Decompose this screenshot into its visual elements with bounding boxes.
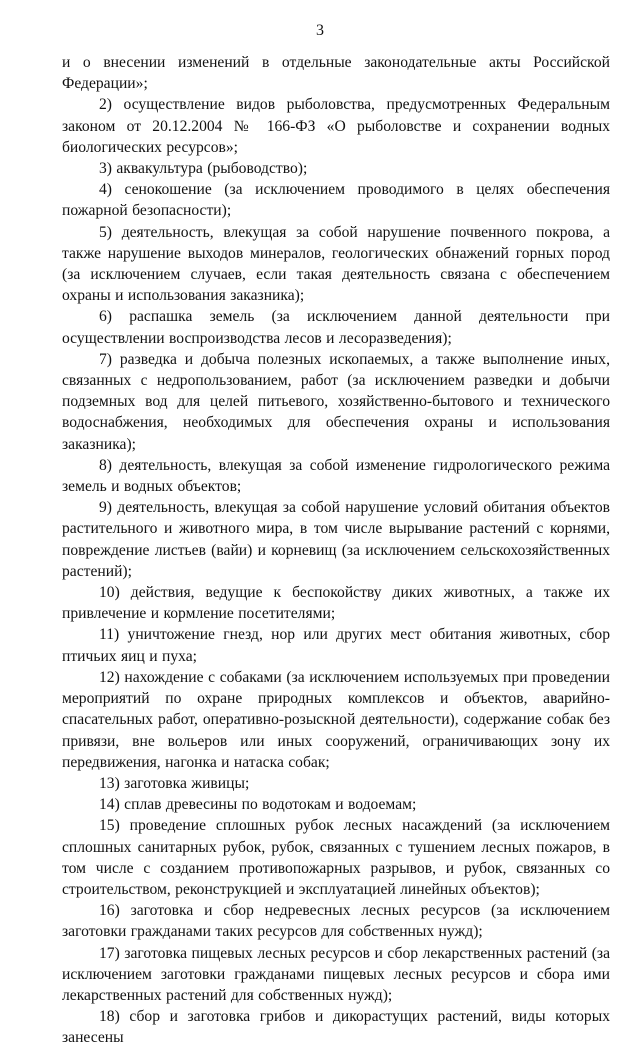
- paragraph-continuation: и о внесении изменений в отдельные законодательные акты Российской Федерации»;: [62, 54, 610, 93]
- list-item-17: 17) заготовка пищевых лесных ресурсов и сбор лекарственных растений (за исключением заготовки гражданами пищевых лесных ресурсов и сбора ими лекарственных растений для собственных нужд);: [62, 944, 610, 1004]
- list-item-4: 4) сенокошение (за исключением проводимого в целях обеспечения пожарной безопасности);: [62, 181, 610, 220]
- page-number: 3: [316, 22, 324, 39]
- list-item-16: 16) заготовка и сбор недревесных лесных ресурсов (за исключением заготовки гражданами таких ресурсов для собственных нужд);: [62, 902, 610, 941]
- list-item-9: 9) деятельность, влекущая за собой нарушение условий обитания объектов растительного и животного мира, в том числе вырывание растений с корнями, повреждение листьев (вайи) и корневищ (за исключением сельскохозяйственных растений);: [62, 499, 610, 580]
- list-item-8: 8) деятельность, влекущая за собой изменение гидрологического режима земель и водных объектов;: [62, 456, 610, 496]
- list-item-14: 14) сплав древесины по водотокам и водоемам;: [99, 796, 417, 814]
- list-item-15: 15) проведение сплошных рубок лесных насаждений (за исключением сплошных санитарных рубок, рубок, связанных с тушением лесных пожаров, в том числе с созданием противопожарных разрывов, и рубок, связанных со строительством, реконструкцией и эксплуатацией линейных объектов);: [62, 817, 610, 898]
- list-item-12: 12) нахождение с собаками (за исключением используемых при проведении мероприятий по охране природных комплексов и объектов, аварийно-спасательных работ, оперативно-розыскной деятельности), содержание собак без привязи, вне вольеров или иных сооружений, ограничивающих зону их передвижения, нагонка и натаска собак;: [62, 668, 610, 771]
- list-item-7: 7) разведка и добыча полезных ископаемых, а также выполнение иных, связанных с недропользованием, работ (за исключением разведки и добычи подземных вод для целей питьевого, хозяйственно-бытового и технического водоснабжения, необходимых для обеспечения охраны и использования заказника);: [62, 350, 610, 453]
- list-item-13: 13) заготовка живицы;: [99, 774, 250, 792]
- list-item-10: 10) действия, ведущие к беспокойству диких животных, а также их привлечение и кормление посетителями;: [62, 584, 610, 623]
- list-item-2: 2) осуществление видов рыболовства, предусмотренных Федеральным законом от 20.12.2004 № 166-ФЗ «О рыболовстве и сохранении водных биологических ресурсов»;: [62, 96, 610, 156]
- list-item-5: 5) деятельность, влекущая за собой нарушение почвенного покрова, а также нарушение выходов минералов, геологических обнажений горных пород (за исключением случаев, если такая деятельность связана с обеспечением охраны и использования заказника);: [62, 223, 610, 305]
- list-item-3: 3) аквакультура (рыбоводство);: [99, 160, 308, 178]
- list-item-18: 18) сбор и заготовка грибов и дикорастущих растений, виды которых занесены: [62, 1008, 610, 1047]
- list-item-11: 11) уничтожение гнезд, нор или других мест обитания животных, сбор птичьих яиц и пуха;: [62, 626, 610, 665]
- list-item-6: 6) распашка земель (за исключением данной деятельности при осуществлении воспроизводства лесов и лесоразведения);: [62, 308, 610, 347]
- document-body: [62, 52, 610, 1049]
